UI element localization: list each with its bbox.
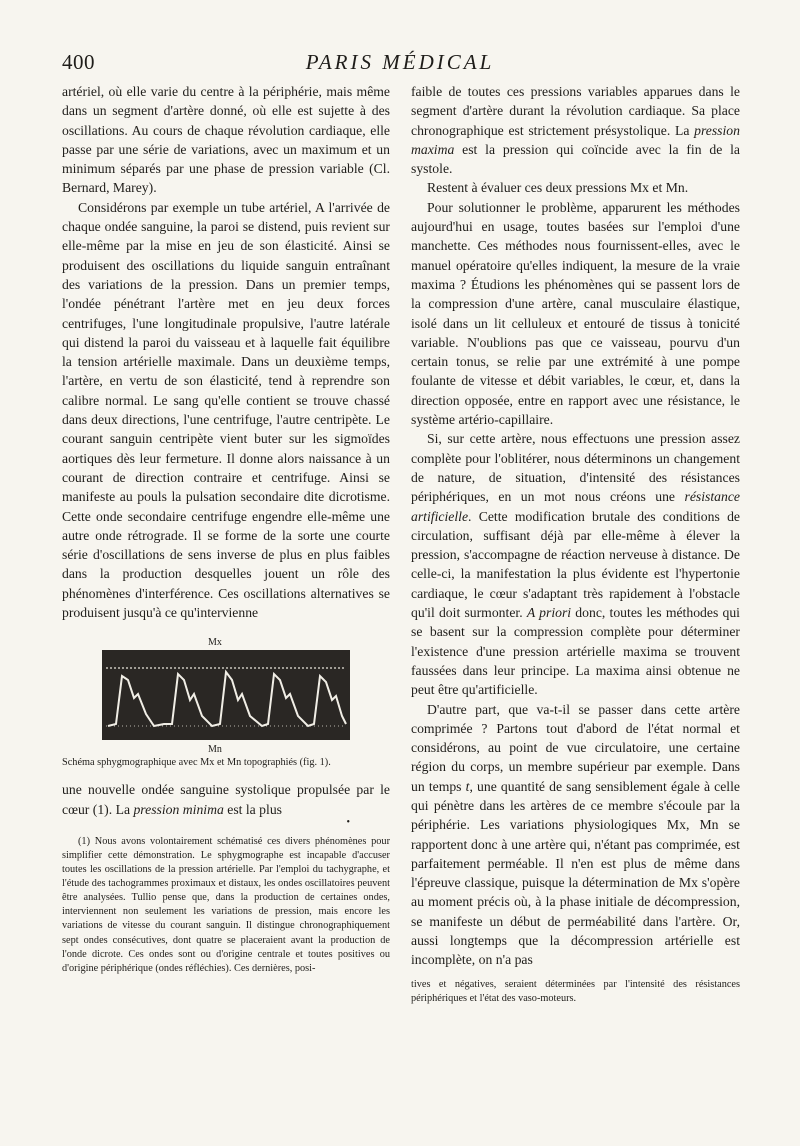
text-run: Si, sur cette artère, nous effectuons une pression assez complète pour l'oblitérer, nous déterminons un changement de nature, de situation, d'intensité des résistances périphériques, en un mot nous créons une	[411, 431, 740, 505]
page-number: 400	[62, 50, 95, 74]
text-run: est la pression qui coïncide avec la fin de la systole.	[411, 141, 740, 177]
paragraph: artériel, où elle varie du centre à la périphérie, mais même dans un segment d'artère donné, où elle est sujette à des oscillations. Au cours de chaque révolution cardiaque, elle passe par une série de variations, avec un maximum et un minimum séparés par une phase de pression variable (Cl. Bernard, Marey).	[62, 84, 390, 196]
italic-term: pression minima	[133, 801, 224, 817]
sphygmograph-figure	[62, 636, 390, 770]
left-column	[62, 82, 390, 976]
paragraph: Restent à évaluer ces deux pressions Mx et Mn.	[427, 180, 689, 196]
text-run: D'autre part, que va-t-il se passer dans cette artère comprimée ? Partons tout d'abord de l'état normal et considérons, au point de vue circulatoire, une certaine région du corps, un membre supérieur par exemple. Dans un temps	[411, 701, 740, 794]
figure-caption: Schéma sphygmographique avec Mx et Mn topographiés (fig. 1).	[62, 757, 331, 769]
sphygmograph-trace	[102, 636, 350, 754]
paragraph: Considérons par exemple un tube artériel, A l'arrivée de chaque ondée sanguine, la paroi se distend, puis revient sur elle-même par la mise en jeu de son élasticité. Ainsi se produisent des oscillations du liquide sanguin entraînant des variations de la pression. Dans un premier temps, l'ondée pénétrant l'artère met en jeu deux forces centrifuges, l'une longitudinale propulsive, l'autre latérale qui distend la paroi du vaisseau et à laquelle fait équilibre la tension artérielle maximale. Dans un deuxième temps, l'artère, en vertu de son élasticité, tend à reprendre son calibre normal. Le sang qu'elle contient se trouve chassé dans deux directions, l'une centrifuge, l'autre centripète. Le courant sanguin centripète vient buter sur les sigmoïdes aortiques dès leur fermeture. Il donne alors naissance à un courant de direction contraire et centrifuge. Ainsi se manifeste au pouls la pulsation secondaire dite dicrotisme. Cette onde secondaire centrifuge engendre elle-même une autre onde rétrograde. Il se forme de la sorte une courte série d'oscillations de sens inverse de plus en plus faibles dans la production desquelles jouent un rôle des phénomènes d'interférence. Ces oscillations alternatives se produisent jusqu'à ce qu'intervienne	[62, 199, 390, 621]
right-column	[411, 82, 740, 1006]
text-run: . Cette modification brutale des conditions de circulation, suffisant déjà par elle-même à élever la pression, s'accompagne de réaction nerveuse à distance. De celle-ci, la manifestation la plus évidente est l'hypertonie cardiaque, le cœur s'adaptant très rapidement à l'obstacle qu'il doit surmonter.	[411, 508, 740, 621]
dot-mark: •	[346, 816, 350, 828]
paragraph	[411, 429, 740, 699]
text-run: faible de toutes ces pressions variables apparues dans le segment d'artère durant la révolution cardiaque. Sa place chronographique est strictement présystolique. La	[411, 84, 740, 138]
paragraph	[411, 700, 740, 970]
text-run: , une quantité de sang sensiblement égale à celle qui pénètre dans les artères de ce membre s'écoule par la périphérie. Les variations physiologiques Mx, Mn se rapportent donc à une artère qui, n'étant pas comprimée, est parfaitement perméable. Il n'en est plus de même dans l'épreuve classique, puisque la détermination de Mx s'opère au moment précis où, à la phase initiale de décompression, se manifeste un début de perméabilité dans l'artère. Or, aussi longtemps que la décompression artérielle est incomplète, on n'a pas	[411, 778, 740, 968]
text-run: donc, toutes les méthodes qui se basent sur la compression complète pour déterminer l'existence d'une pression artérielle maxima se trouvent faussées dans leur principe. La maxima ainsi obtenue ne peut être qu'artificielle.	[411, 605, 740, 698]
italic-term: résistance artificielle	[411, 489, 740, 524]
footnote: (1) Nous avons volontairement schématisé ces divers phénomènes pour simplifier cette démonstration. Le sphygmographe est incapable d'accuser toutes les oscillations de la pression artérielle. Par l'emploi du tachygraphe, et l'étude des tachogrammes proximaux et distaux, les ondes oscillatoires peuvent être analysées. Tullio pense que, dans la production de certaines ondes, interviennent non seulement les variations de pression, mais encore les variations de vitesse du courant sanguin. Il distingue chronographiquement sept ondes consécutives, dont quatre se placeraient avant la production de l'onde dicrote. Ces ondes sont ou d'origine centrale et toutes positives ou d'origine périphérique (ondes réfléchies). Ces dernières, posi-	[62, 835, 390, 974]
text-run: est la plus	[223, 801, 282, 817]
italic-term: t	[465, 778, 470, 794]
paragraph	[62, 780, 390, 819]
paragraph	[411, 82, 740, 178]
text-run: une nouvelle ondée sanguine systolique propulsée par le cœur (1). La	[62, 782, 390, 817]
italic-term: A priori	[526, 605, 572, 621]
footnote-continuation: tives et négatives, seraient déterminées par l'intensité des résistances périphériques et l'état des vaso-moteurs.	[411, 978, 740, 1004]
paragraph: Pour solutionner le problème, apparurent les méthodes aujourd'hui en usage, toutes basées sur l'emploi d'une manchette. Ces méthodes nous fournissent-elles, avec le manuel opératoire qu'elles indiquent, la mesure de la vraie maxima ? Étudions les phénomènes qui se passent lors de la compression d'une artère, canal musculaire élastique, isolé dans un lit celluleux et entouré de tissus à tonicité variable. N'oublions pas que ce vaisseau, pourvu d'un certain tonus, se relie par une extrémité à une pompe foulante de vitesse et débit variables, le cœur, et, dans la direction opposée, entre en rapport avec une résistance, le système artério-capillaire.	[411, 199, 740, 428]
figure-label-mn: Mn	[208, 744, 222, 755]
italic-term: pression maxima	[411, 122, 740, 157]
figure-label-mx: Mx	[208, 637, 222, 649]
running-head: PARIS MÉDICAL	[305, 50, 495, 74]
